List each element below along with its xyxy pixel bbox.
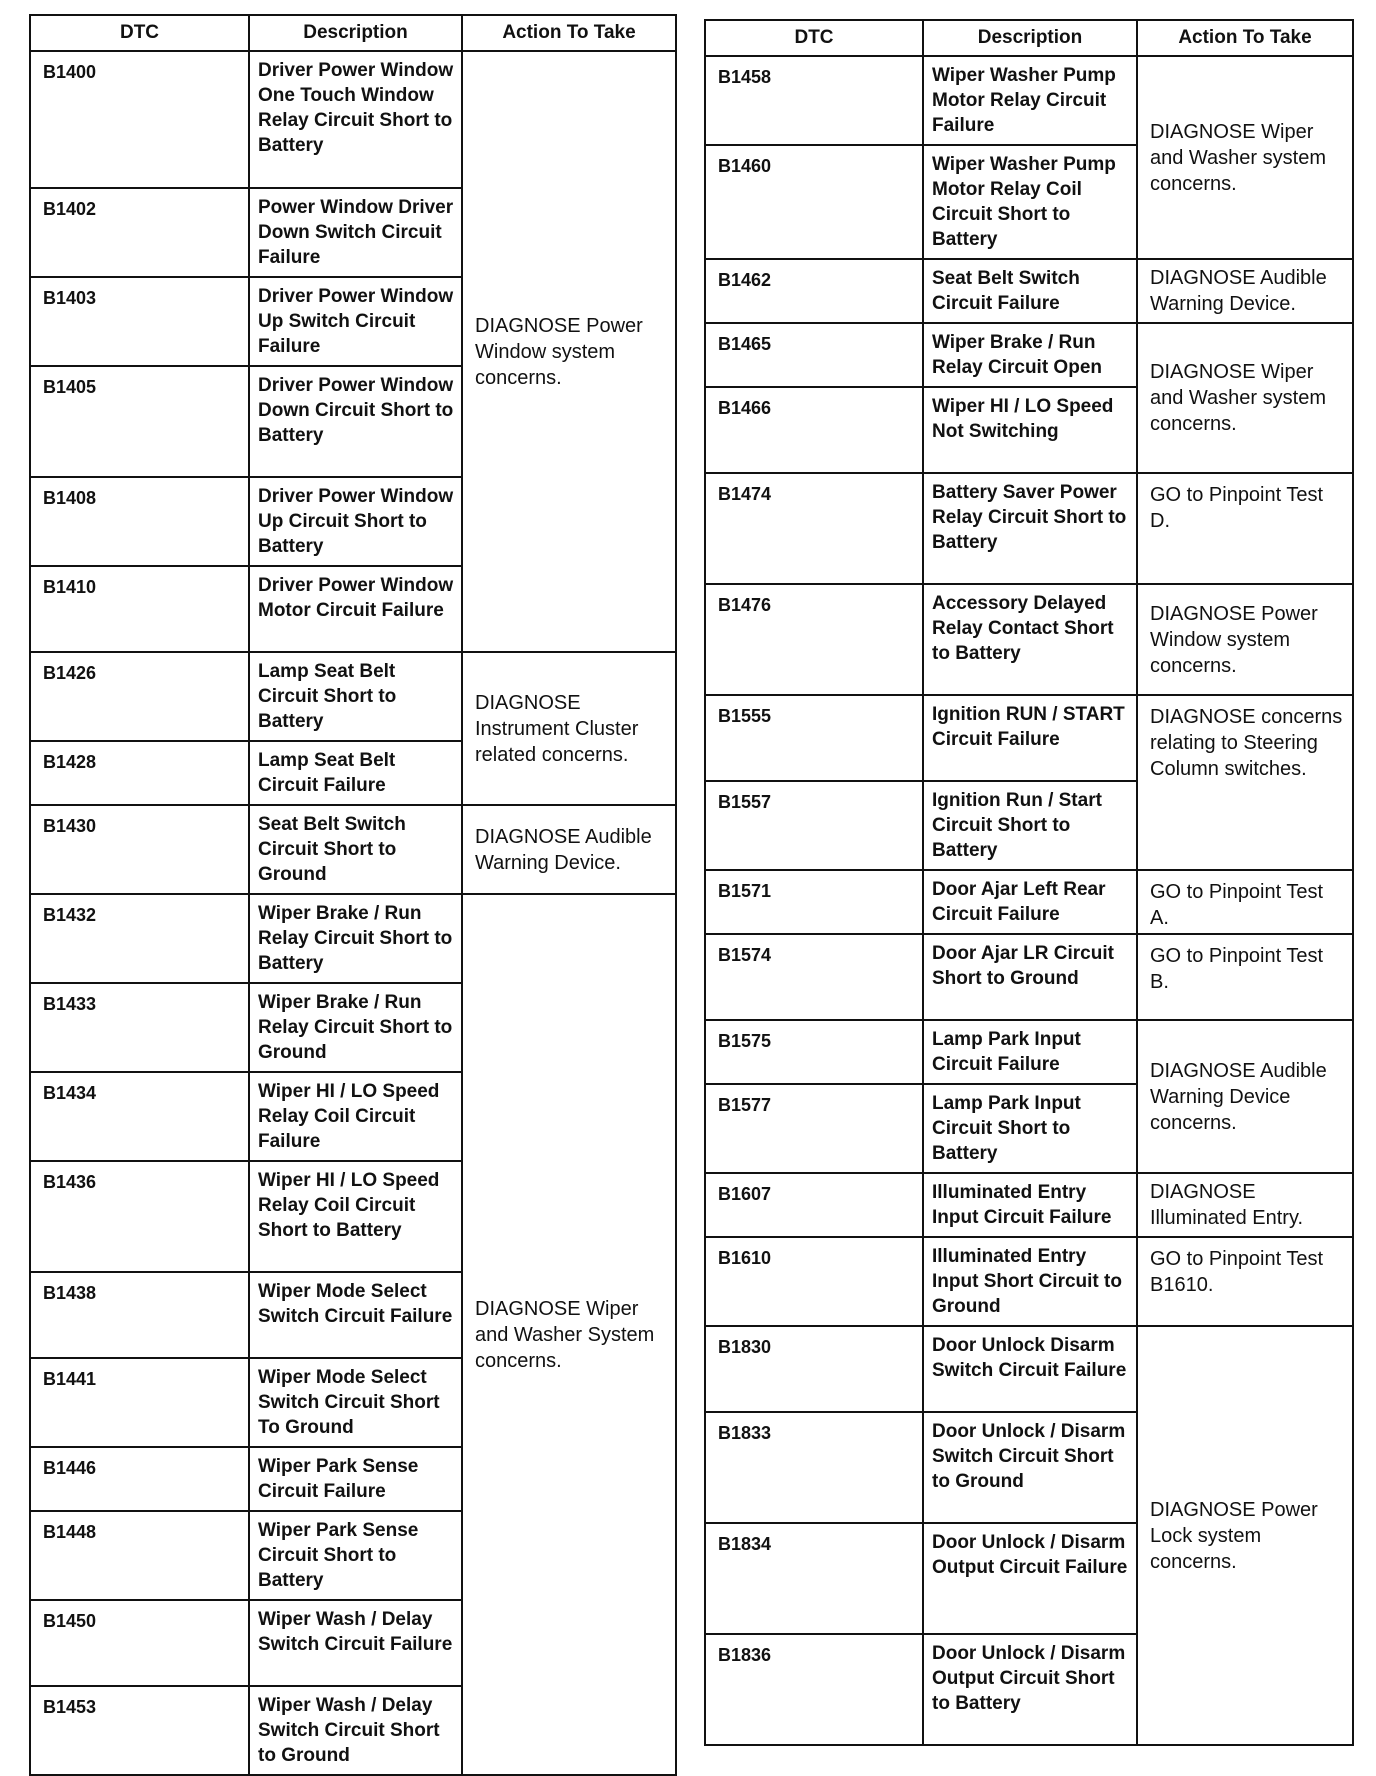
dtc-description: Wiper HI / LO Speed Not Switching: [923, 387, 1137, 473]
table-row: [705, 259, 1353, 323]
dtc-code: B1402: [30, 188, 249, 277]
action-cell: DIAGNOSE Wiper and Washer system concerns.: [1137, 56, 1353, 259]
action-cell: GO to Pinpoint Test A.: [1137, 870, 1353, 934]
dtc-description: Seat Belt Switch Circuit Short to Ground: [249, 805, 462, 894]
dtc-code: B1448: [30, 1511, 249, 1600]
dtc-description: Wiper Brake / Run Relay Circuit Short to Battery: [249, 894, 462, 983]
dtc-description: Lamp Park Input Circuit Failure: [923, 1020, 1137, 1084]
table-row: [30, 652, 676, 741]
dtc-code: B1433: [30, 983, 249, 1072]
dtc-code: B1458: [705, 56, 923, 145]
table-row: [705, 1237, 1353, 1326]
dtc-table-right: [704, 19, 1354, 1746]
dtc-code: B1432: [30, 894, 249, 983]
dtc-description: Wiper Wash / Delay Switch Circuit Short to Ground: [249, 1686, 462, 1775]
table-row: [30, 51, 676, 188]
dtc-description: Driver Power Window Up Switch Circuit Failure: [249, 277, 462, 366]
action-cell: DIAGNOSE Wiper and Washer System concerns.: [462, 894, 676, 1775]
table-row: [705, 323, 1353, 387]
dtc-code: B1462: [705, 259, 923, 323]
dtc-table-left: [29, 14, 677, 1776]
table-row: [705, 584, 1353, 695]
dtc-code: B1557: [705, 781, 923, 870]
dtc-code: B1474: [705, 473, 923, 584]
dtc-description: Seat Belt Switch Circuit Failure: [923, 259, 1137, 323]
table-row: [705, 56, 1353, 145]
dtc-description: Lamp Park Input Circuit Short to Battery: [923, 1084, 1137, 1173]
action-cell: GO to Pinpoint Test D.: [1137, 473, 1353, 584]
table-row: [30, 805, 676, 894]
dtc-description: Illuminated Entry Input Short Circuit to Ground: [923, 1237, 1137, 1326]
header-dtc: DTC: [30, 15, 249, 51]
dtc-description: Wiper HI / LO Speed Relay Coil Circuit Failure: [249, 1072, 462, 1161]
table-row: [705, 870, 1353, 934]
dtc-code: B1574: [705, 934, 923, 1020]
dtc-description: Wiper Wash / Delay Switch Circuit Failure: [249, 1600, 462, 1686]
dtc-description: Battery Saver Power Relay Circuit Short to Battery: [923, 473, 1137, 584]
dtc-code: B1441: [30, 1358, 249, 1447]
table-row: [30, 894, 676, 983]
dtc-code: B1428: [30, 741, 249, 805]
dtc-code: B1453: [30, 1686, 249, 1775]
table-row: [705, 473, 1353, 584]
dtc-code: B1465: [705, 323, 923, 387]
dtc-code: B1405: [30, 366, 249, 477]
dtc-description: Wiper HI / LO Speed Relay Coil Circuit Short to Battery: [249, 1161, 462, 1272]
dtc-code: B1450: [30, 1600, 249, 1686]
dtc-code: B1607: [705, 1173, 923, 1237]
dtc-description: Accessory Delayed Relay Contact Short to Battery: [923, 584, 1137, 695]
dtc-description: Wiper Brake / Run Relay Circuit Short to Ground: [249, 983, 462, 1072]
dtc-description: Lamp Seat Belt Circuit Failure: [249, 741, 462, 805]
table-row: [705, 934, 1353, 1020]
action-cell: DIAGNOSE Audible Warning Device concerns.: [1137, 1020, 1353, 1173]
dtc-code: B1426: [30, 652, 249, 741]
dtc-code: B1403: [30, 277, 249, 366]
dtc-code: B1555: [705, 695, 923, 781]
action-cell: DIAGNOSE Illuminated Entry.: [1137, 1173, 1353, 1237]
dtc-description: Door Unlock Disarm Switch Circuit Failure: [923, 1326, 1137, 1412]
dtc-description: Wiper Mode Select Switch Circuit Short To Ground: [249, 1358, 462, 1447]
dtc-code: B1833: [705, 1412, 923, 1523]
action-cell: DIAGNOSE Wiper and Washer system concerns.: [1137, 323, 1353, 473]
dtc-description: Ignition RUN / START Circuit Failure: [923, 695, 1137, 781]
dtc-code: B1408: [30, 477, 249, 566]
dtc-description: Wiper Washer Pump Motor Relay Coil Circuit Short to Battery: [923, 145, 1137, 259]
table-header-row: [30, 15, 676, 51]
dtc-code: B1571: [705, 870, 923, 934]
action-cell: DIAGNOSE Power Lock system concerns.: [1137, 1326, 1353, 1745]
dtc-description: Wiper Park Sense Circuit Short to Battery: [249, 1511, 462, 1600]
dtc-description: Driver Power Window One Touch Window Relay Circuit Short to Battery: [249, 51, 462, 188]
dtc-code: B1438: [30, 1272, 249, 1358]
dtc-code: B1476: [705, 584, 923, 695]
dtc-code: B1577: [705, 1084, 923, 1173]
dtc-code: B1466: [705, 387, 923, 473]
dtc-description: Wiper Washer Pump Motor Relay Circuit Failure: [923, 56, 1137, 145]
dtc-code: B1430: [30, 805, 249, 894]
header-dtc: DTC: [705, 20, 923, 56]
dtc-code: B1410: [30, 566, 249, 652]
dtc-code: B1830: [705, 1326, 923, 1412]
dtc-code: B1436: [30, 1161, 249, 1272]
dtc-description: Power Window Driver Down Switch Circuit Failure: [249, 188, 462, 277]
table-header-row: [705, 20, 1353, 56]
table-row: [705, 695, 1353, 781]
dtc-code: B1836: [705, 1634, 923, 1745]
dtc-description: Lamp Seat Belt Circuit Short to Battery: [249, 652, 462, 741]
action-cell: DIAGNOSE Power Window system concerns.: [1137, 584, 1353, 695]
action-cell: DIAGNOSE concerns relating to Steering Column switches.: [1137, 695, 1353, 870]
dtc-description: Door Ajar Left Rear Circuit Failure: [923, 870, 1137, 934]
action-cell: DIAGNOSE Instrument Cluster related concerns.: [462, 652, 676, 805]
table-row: [705, 1326, 1353, 1412]
action-cell: DIAGNOSE Power Window system concerns.: [462, 51, 676, 652]
dtc-code: B1610: [705, 1237, 923, 1326]
action-cell: DIAGNOSE Audible Warning Device.: [1137, 259, 1353, 323]
dtc-description: Door Ajar LR Circuit Short to Ground: [923, 934, 1137, 1020]
header-action: Action To Take: [462, 15, 676, 51]
header-description: Description: [923, 20, 1137, 56]
dtc-code: B1460: [705, 145, 923, 259]
action-cell: DIAGNOSE Audible Warning Device.: [462, 805, 676, 894]
dtc-description: Driver Power Window Up Circuit Short to Battery: [249, 477, 462, 566]
header-action: Action To Take: [1137, 20, 1353, 56]
table-row: [705, 1020, 1353, 1084]
header-description: Description: [249, 15, 462, 51]
dtc-code: B1834: [705, 1523, 923, 1634]
dtc-description: Door Unlock / Disarm Switch Circuit Short to Ground: [923, 1412, 1137, 1523]
dtc-description: Illuminated Entry Input Circuit Failure: [923, 1173, 1137, 1237]
dtc-description: Ignition Run / Start Circuit Short to Battery: [923, 781, 1137, 870]
dtc-description: Wiper Mode Select Switch Circuit Failure: [249, 1272, 462, 1358]
dtc-code: B1400: [30, 51, 249, 188]
dtc-description: Driver Power Window Down Circuit Short to Battery: [249, 366, 462, 477]
dtc-description: Door Unlock / Disarm Output Circuit Short to Battery: [923, 1634, 1137, 1745]
table-row: [705, 1173, 1353, 1237]
action-cell: GO to Pinpoint Test B1610.: [1137, 1237, 1353, 1326]
dtc-description: Door Unlock / Disarm Output Circuit Failure: [923, 1523, 1137, 1634]
dtc-code: B1575: [705, 1020, 923, 1084]
dtc-description: Wiper Brake / Run Relay Circuit Open: [923, 323, 1137, 387]
dtc-description: Wiper Park Sense Circuit Failure: [249, 1447, 462, 1511]
dtc-code: B1434: [30, 1072, 249, 1161]
dtc-code: B1446: [30, 1447, 249, 1511]
action-cell: GO to Pinpoint Test B.: [1137, 934, 1353, 1020]
dtc-description: Driver Power Window Motor Circuit Failure: [249, 566, 462, 652]
